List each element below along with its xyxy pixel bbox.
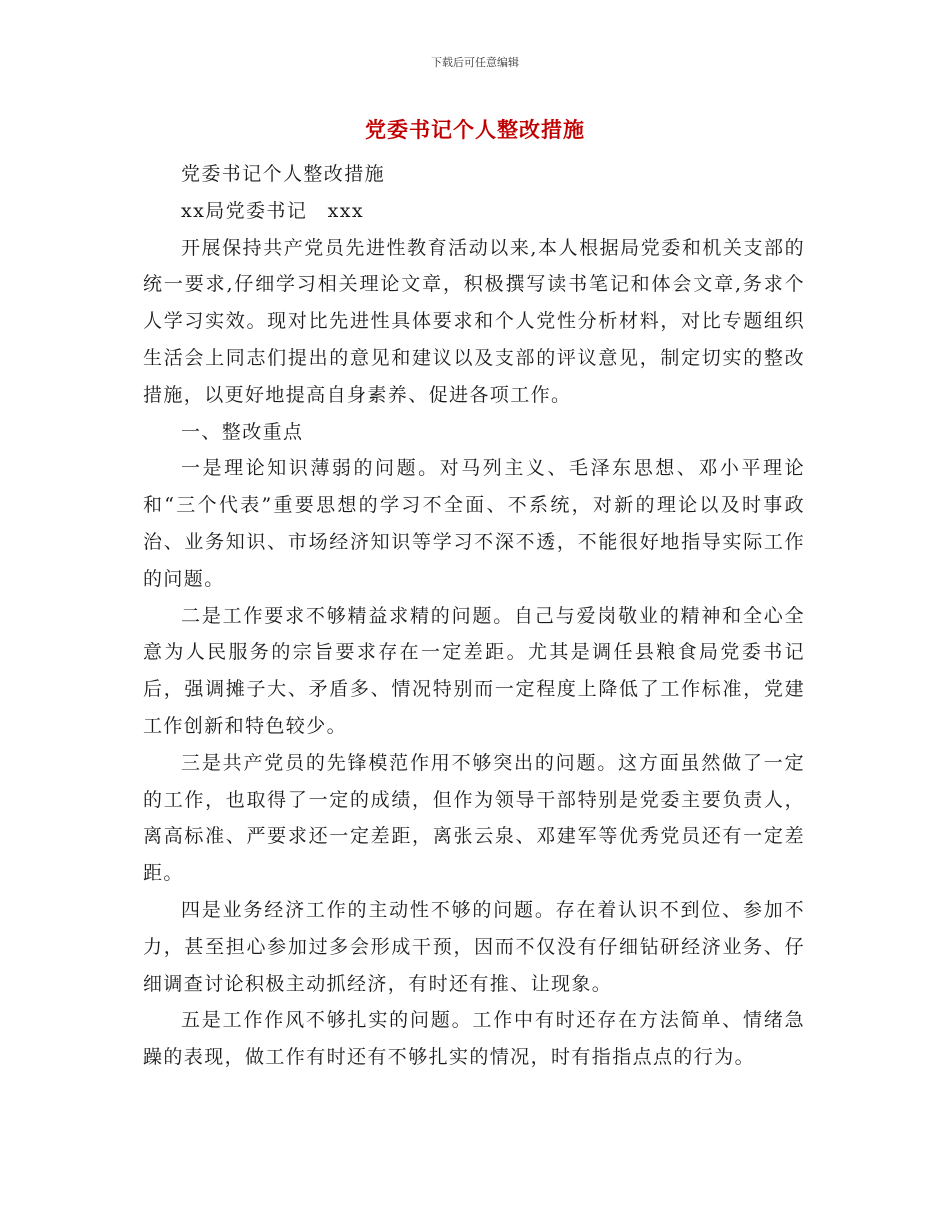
- paragraph-point-3: 三是共产党员的先锋模范作用不够突出的问题。这方面虽然做了一定的工作，也取得了一定的成绩，但作为领导干部特别是党委主要负责人，离高标准、严要求还一定差距，离张云泉、邓建军等优秀党员还有一定差距。: [143, 751, 805, 885]
- paragraph-subtitle: 党委书记个人整改措施: [181, 163, 386, 185]
- document-body: [143, 156, 805, 1076]
- paragraph-point-5: 五是工作作风不够扎实的问题。工作中有时还存在方法简单、情绪急躁的表现，做工作有时还有不够扎实的情况，时有指指点点的行为。: [143, 1009, 805, 1069]
- paragraph-author: xx局党委书记 xxx: [181, 199, 364, 222]
- paragraph-point-2: 二是工作要求不够精益求精的问题。自己与爱岗敬业的精神和全心全意为人民服务的宗旨要求存在一定差距。尤其是调任县粮食局党委书记后，强调摊子大、矛盾多、情况特别而一定程度上降低了工作标准，党建工作创新和特色较少。: [143, 604, 805, 737]
- paragraph-point-4: 四是业务经济工作的主动性不够的问题。存在着认识不到位、参加不力，甚至担心参加过多会形成干预，因而不仅没有仔细钻研经济业务、仔细调查讨论积极主动抓经济，有时还有推、让现象。: [143, 898, 805, 995]
- paragraph-intro: 开展保持共产党员先进性教育活动以来,本人根据局党委和机关支部的统一要求,仔细学习相关理论文章，积极撰写读书笔记和体会文章,务求个人学习实效。现对比先进性具体要求和个人党性分析材料，对比专题组织生活会上同志们提出的意见和建议以及支部的评议意见，制定切实的整改措施，以更好地提高自身素养、促进各项工作。: [143, 236, 805, 406]
- paragraph-point-1: 一是理论知识薄弱的问题。对马列主义、毛泽东思想、邓小平理论和“三个代表”重要思想的学习不全面、不系统，对新的理论以及时事政治、业务知识、市场经济知识等学习不深不透，不能很好地指导实际工作的问题。: [143, 457, 805, 590]
- section-heading: 一、整改重点: [181, 420, 304, 443]
- header-note: 下载后可任意编辑: [431, 56, 519, 69]
- document-title: 党委书记个人整改措施: [365, 118, 585, 142]
